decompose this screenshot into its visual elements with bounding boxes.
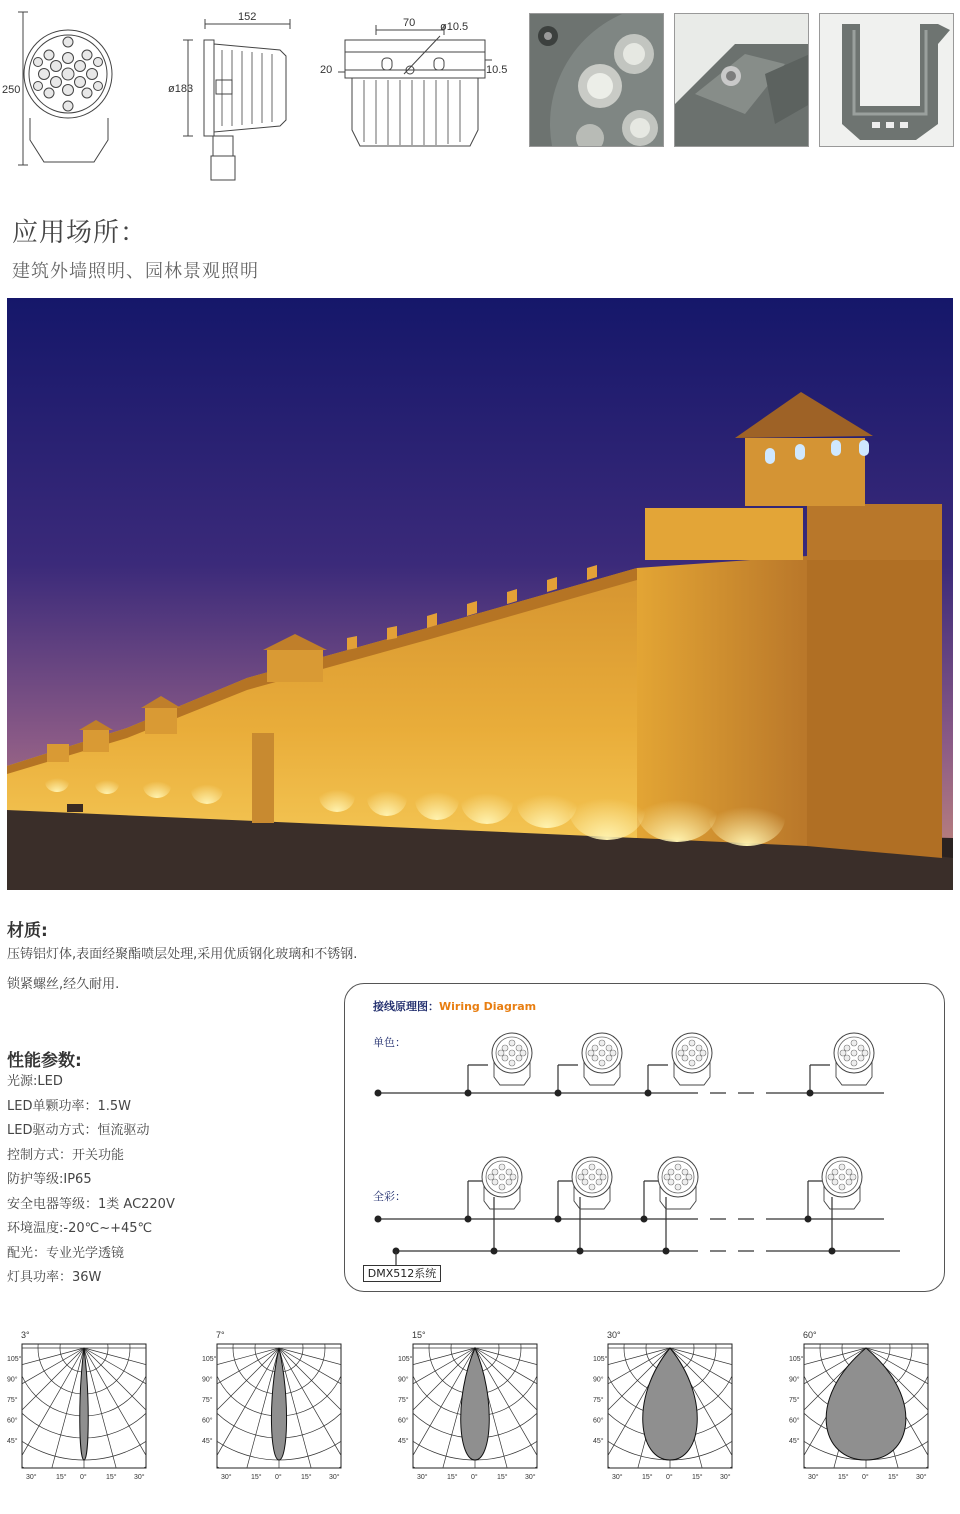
polar-angle-label: 7°: [216, 1330, 225, 1340]
technical-drawings: [0, 0, 520, 190]
side-view-drawing: [183, 19, 290, 180]
polar-y-tick: 90°: [202, 1376, 213, 1384]
polar-chart: [789, 1326, 949, 1486]
material-title: 材质:: [7, 921, 48, 941]
fullcolor-signal-node: [577, 1248, 584, 1255]
polar-x-tick: 15°: [301, 1474, 312, 1481]
polar-x-tick: 15°: [56, 1474, 67, 1481]
polar-y-tick: 60°: [7, 1417, 18, 1425]
dim-250-text: 250: [2, 84, 21, 96]
polar-y-tick: 45°: [7, 1438, 18, 1445]
polar-angle-label: 30°: [607, 1330, 621, 1340]
polar-angle-label: 15°: [412, 1330, 426, 1340]
polar-y-tick: 45°: [202, 1438, 213, 1445]
polar-x-tick: 0°: [275, 1474, 282, 1481]
spec-item: 光源:LED: [7, 1074, 63, 1089]
polar-y-tick: 60°: [202, 1417, 213, 1425]
polar-x-tick: 30°: [916, 1474, 927, 1481]
polar-y-tick: 45°: [398, 1438, 409, 1445]
spec-item: 配光：专业光学透镜: [7, 1245, 125, 1261]
polar-chart-svg: [789, 1326, 949, 1486]
polar-angle-label: 60°: [803, 1330, 817, 1340]
dim-183-text: ø183: [168, 83, 194, 95]
polar-x-tick: 0°: [80, 1474, 87, 1481]
fullcolor-power-node: [555, 1216, 562, 1223]
fullcolor-signal-node: [491, 1248, 498, 1255]
front-view-drawing: [18, 12, 112, 165]
polar-x-tick: 30°: [221, 1474, 232, 1481]
polar-chart: [7, 1326, 167, 1486]
full-color-lamp-icon: [822, 1157, 862, 1209]
application-title: 应用场所：: [12, 218, 148, 248]
polar-y-tick: 45°: [789, 1438, 800, 1445]
city-wall-photo: [7, 298, 953, 890]
polar-x-tick: 30°: [808, 1474, 819, 1481]
polar-y-tick: 90°: [593, 1376, 604, 1384]
dim-20-text: 20: [320, 64, 333, 76]
polar-x-tick: 15°: [447, 1474, 458, 1481]
fullcolor-signal-node: [829, 1248, 836, 1255]
polar-y-tick: 105°: [398, 1356, 413, 1363]
dim-105-text: 10.5: [486, 64, 508, 76]
single-color-lamp-icon: [582, 1033, 622, 1085]
polar-x-tick: 15°: [106, 1474, 117, 1481]
polar-y-tick: 60°: [789, 1417, 800, 1425]
polar-chart-svg: [7, 1326, 167, 1486]
polar-chart-svg: [398, 1326, 558, 1486]
single-color-label: 单色：: [373, 1036, 406, 1049]
wiring-title-cn: 接线原理图：: [373, 1000, 439, 1013]
city-wall-illustration: [7, 298, 953, 890]
polar-x-tick: 30°: [612, 1474, 623, 1481]
product-photo-lens: [529, 13, 664, 147]
polar-y-tick: 105°: [789, 1356, 804, 1363]
light-distribution-charts: [0, 1326, 960, 1506]
performance-title: 性能参数:: [7, 1051, 82, 1071]
fullcolor-signal-node: [663, 1248, 670, 1255]
fullcolor-power-node: [641, 1216, 648, 1223]
polar-x-tick: 30°: [329, 1474, 340, 1481]
fullcolor-power-start-node: [375, 1216, 382, 1223]
polar-y-tick: 105°: [7, 1356, 22, 1363]
spec-item: LED单颗功率：1.5W: [7, 1098, 131, 1114]
fullcolor-power-node: [805, 1216, 812, 1223]
polar-y-tick: 75°: [7, 1397, 18, 1404]
bracket-photo-image: [820, 14, 954, 147]
polar-x-tick: 15°: [838, 1474, 849, 1481]
fullcolor-power-node: [465, 1216, 472, 1223]
dim-hole-text: ø10.5: [440, 21, 469, 33]
single-bus-node: [645, 1090, 652, 1097]
polar-y-tick: 90°: [789, 1376, 800, 1384]
polar-y-tick: 75°: [202, 1397, 213, 1404]
spec-item: 灯具功率：36W: [7, 1270, 102, 1285]
polar-x-tick: 15°: [251, 1474, 262, 1481]
full-color-label: 全彩：: [373, 1190, 406, 1203]
single-color-lamp-icon: [672, 1033, 712, 1085]
performance-list: [7, 1070, 327, 1291]
polar-x-tick: 15°: [692, 1474, 703, 1481]
material-line-1: 压铸铝灯体,表面经聚酯喷层处理,采用优质钢化玻璃和不锈钢.: [7, 947, 358, 962]
spec-item: 防护等级:IP65: [7, 1172, 92, 1187]
polar-x-tick: 0°: [666, 1474, 673, 1481]
polar-y-tick: 75°: [398, 1397, 409, 1404]
single-bus-node: [465, 1090, 472, 1097]
polar-y-tick: 60°: [398, 1417, 409, 1425]
screw-photo-image: [675, 14, 809, 147]
spec-item: LED驱动方式：恒流驱动: [7, 1123, 150, 1138]
polar-x-tick: 15°: [888, 1474, 899, 1481]
polar-x-tick: 30°: [26, 1474, 37, 1481]
polar-y-tick: 90°: [7, 1376, 18, 1384]
wiring-schematic: [344, 983, 945, 1292]
dim-152-text: 152: [238, 11, 257, 23]
polar-x-tick: 15°: [497, 1474, 508, 1481]
polar-chart-svg: [202, 1326, 362, 1486]
spec-item: 安全电器等级：1类 AC220V: [7, 1196, 175, 1212]
polar-y-tick: 45°: [593, 1438, 604, 1445]
polar-y-tick: 105°: [202, 1356, 217, 1363]
polar-chart: [593, 1326, 753, 1486]
polar-y-tick: 60°: [593, 1417, 604, 1425]
full-color-lamp-icon: [572, 1157, 612, 1209]
single-bus-start-node: [375, 1090, 382, 1097]
full-color-lamp-icon: [658, 1157, 698, 1209]
polar-y-tick: 75°: [789, 1397, 800, 1404]
dmx512-system-box: DMX512系统: [363, 1265, 441, 1282]
wiring-title-en: Wiring Diagram: [439, 1000, 537, 1013]
product-photo-bracket: [819, 13, 954, 147]
bracket-view-drawing: [338, 25, 492, 146]
single-color-lamp-icon: [834, 1033, 874, 1085]
polar-y-tick: 105°: [593, 1356, 608, 1363]
polar-x-tick: 30°: [134, 1474, 145, 1481]
single-bus-node: [555, 1090, 562, 1097]
polar-x-tick: 0°: [862, 1474, 869, 1481]
application-subtitle: 建筑外墙照明、园林景观照明: [12, 261, 259, 282]
polar-x-tick: 15°: [642, 1474, 653, 1481]
single-bus-node: [807, 1090, 814, 1097]
polar-angle-label: 3°: [21, 1330, 30, 1340]
material-line-2: 锁紧螺丝,经久耐用.: [7, 977, 120, 992]
full-color-lamp-icon: [482, 1157, 522, 1209]
polar-x-tick: 30°: [525, 1474, 536, 1481]
single-color-lamp-icon: [492, 1033, 532, 1085]
polar-x-tick: 0°: [471, 1474, 478, 1481]
spec-item: 环境温度:-20℃~+45℃: [7, 1221, 153, 1236]
lens-photo-image: [530, 14, 664, 147]
product-photo-screw: [674, 13, 809, 147]
polar-x-tick: 30°: [417, 1474, 428, 1481]
polar-y-tick: 75°: [593, 1397, 604, 1404]
spec-item: 控制方式：开关功能: [7, 1147, 125, 1163]
dim-70-text: 70: [403, 17, 416, 29]
polar-chart: [398, 1326, 558, 1486]
polar-chart: [202, 1326, 362, 1486]
polar-y-tick: 90°: [398, 1376, 409, 1384]
polar-chart-svg: [593, 1326, 753, 1486]
polar-x-tick: 30°: [720, 1474, 731, 1481]
